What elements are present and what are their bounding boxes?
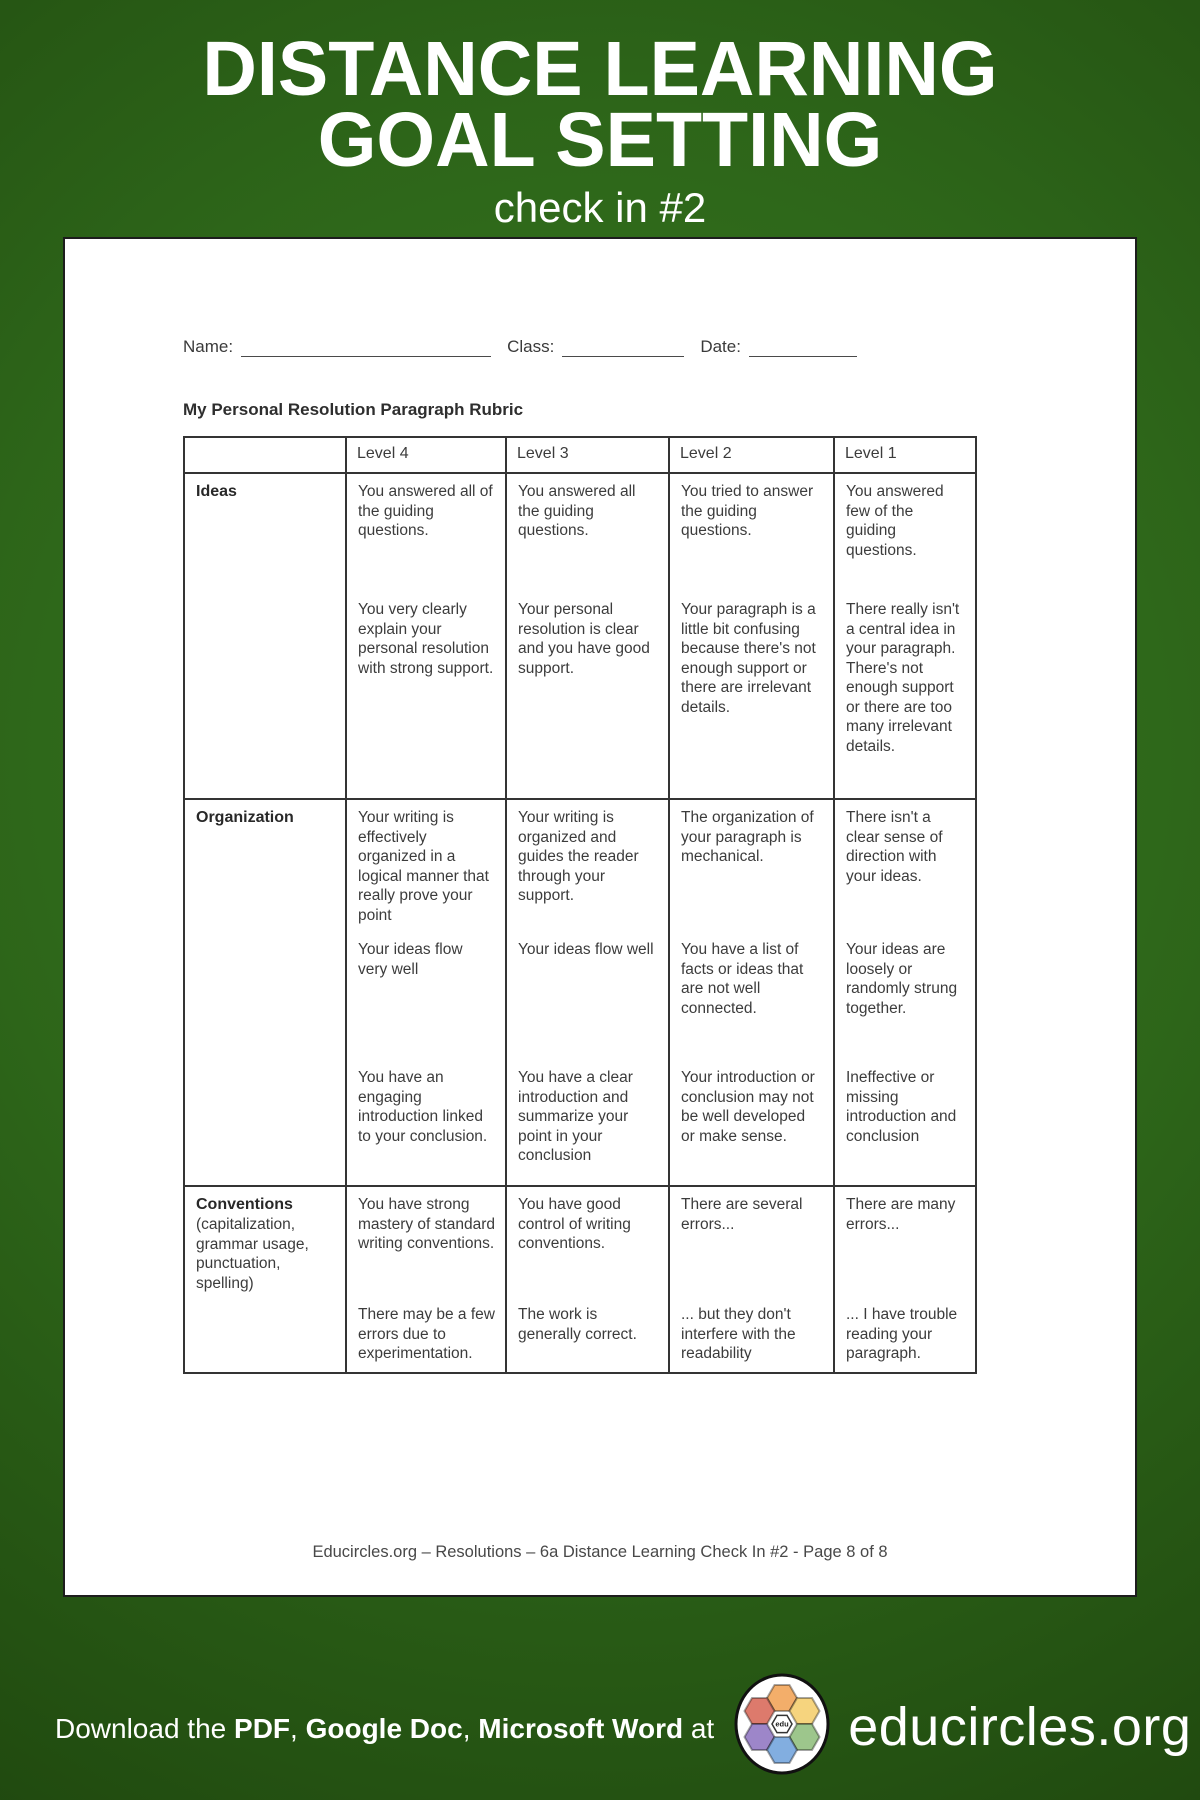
column-header-criteria (184, 437, 346, 473)
cell-ideas-level-3: You answered all the guiding questions. Your personal resolution is clear and you have good support. (506, 473, 669, 799)
rubric-row-organization (184, 799, 976, 1186)
cell-organization-level-4: Your writing is effectively organized in a logical manner that really prove your point Your ideas flow very well You have an engaging introduction linked to your conclusion. (346, 799, 506, 1186)
pdf-label: PDF (234, 1713, 291, 1744)
bottom-bar (0, 1597, 1200, 1800)
conventions-note: (capitalization, grammar usage, punctuation, spelling) (196, 1216, 309, 1292)
rubric-title: My Personal Resolution Paragraph Rubric (183, 400, 524, 419)
cell-conventions-level-3: You have good control of writing conventions. The work is generally correct. (506, 1186, 669, 1373)
date-field-label: Date: (700, 337, 741, 356)
brand-text: educircles.org (848, 1697, 1192, 1757)
logo-hex-upper-right (790, 1698, 820, 1724)
title-line-1: DISTANCE LEARNING (202, 26, 998, 112)
name-class-date-row (183, 337, 943, 357)
cell-conventions-level-2: There are several errors... ... but they don't interfere with the readability (669, 1186, 834, 1373)
cell-organization-level-3: Your writing is organized and guides the reader through your support. Your ideas flow well You have a clear introduction and summarize your point in your conclusion (506, 799, 669, 1186)
column-header-level-3: Level 3 (506, 437, 669, 473)
row-label-conventions: Conventions (capitalization, grammar usage, punctuation, spelling) (184, 1186, 346, 1373)
header-banner (0, 0, 1200, 237)
row-label-ideas: Ideas (184, 473, 346, 799)
cell-ideas-level-2: You tried to answer the guiding questions. Your paragraph is a little bit confusing because there's not enough support or there are irrelevant details. (669, 473, 834, 799)
class-field-label: Class: (507, 337, 555, 356)
cell-ideas-level-1: You answered few of the guiding questions. There really isn't a central idea in your paragraph. There's not enough support or there are too many irrelevant details. (834, 473, 976, 799)
date-field-blank (749, 338, 857, 357)
class-field-blank (562, 338, 684, 357)
title-line-2: GOAL SETTING (317, 97, 883, 183)
microsoft-word-label: Microsoft Word (478, 1713, 684, 1744)
document-footer: Educircles.org – Resolutions – 6a Distance Learning Check In #2 - Page 8 of 8 (312, 1543, 888, 1561)
cell-conventions-level-1: There are many errors... ... I have trouble reading your paragraph. (834, 1186, 976, 1373)
rubric-table (183, 436, 977, 1374)
name-field-label: Name: (183, 337, 234, 356)
logo-center-text: edu (775, 1719, 789, 1729)
cell-organization-level-2: The organization of your paragraph is mechanical. You have a list of facts or ideas that are not well connected. Your introduction or conclusion may not be well developed or make sense. (669, 799, 834, 1186)
educircles-logo-icon (730, 1672, 834, 1776)
download-text: Download the PDF, Google Doc, Microsoft Word at (55, 1713, 715, 1744)
cell-organization-level-1: There isn't a clear sense of direction with your ideas. Your ideas are loosely or randomly strung together. Ineffective or missing introduction and conclusion (834, 799, 976, 1186)
google-doc-label: Google Doc (305, 1713, 463, 1744)
cell-conventions-level-4: You have strong mastery of standard writing conventions. There may be a few errors due to experimentation. (346, 1186, 506, 1373)
column-header-level-2: Level 2 (669, 437, 834, 473)
logo-hex-upper-left (745, 1698, 775, 1724)
rubric-row-conventions (184, 1186, 976, 1373)
name-field-blank (241, 338, 491, 357)
rubric-header-row (184, 437, 976, 473)
row-label-organization: Organization (184, 799, 346, 1186)
cell-ideas-level-4: You answered all of the guiding questions. You very clearly explain your personal resolution with strong support. (346, 473, 506, 799)
document-page (63, 237, 1137, 1597)
rubric-row-ideas (184, 473, 976, 799)
column-header-level-4: Level 4 (346, 437, 506, 473)
subtitle: check in #2 (493, 184, 707, 231)
column-header-level-1: Level 1 (834, 437, 976, 473)
logo-hex-bottom (767, 1737, 797, 1763)
